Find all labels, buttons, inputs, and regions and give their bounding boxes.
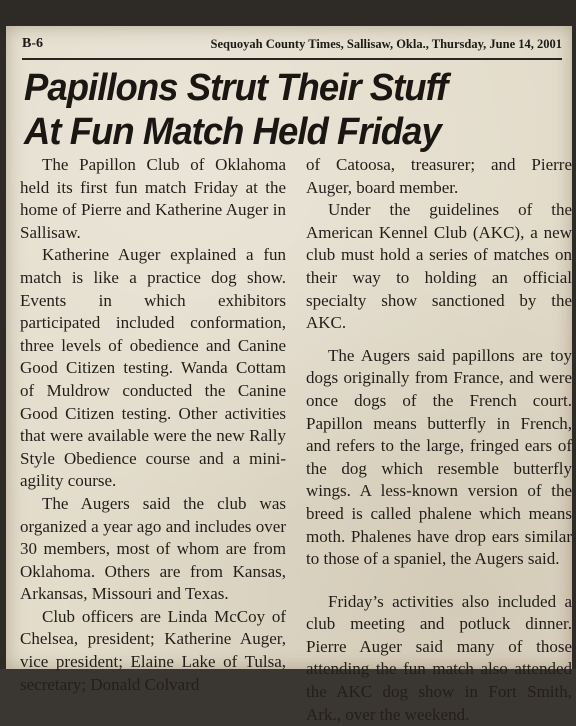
headline-line-2: At Fun Match Held Friday xyxy=(24,111,441,153)
paragraph: The Augers said papillons are toy dogs originally from France, and were once dogs of the French court. Papillon means butterfly in French, and refers to the large, fringed ears of the dog which resemble butterfly wings. A less-known version of the breed is called phalene which means moth. Phalenes have drop ears similar to those of a spaniel, the Augers said. xyxy=(306,345,572,569)
article-column-left xyxy=(20,154,286,696)
page-header xyxy=(22,36,562,60)
paragraph: Under the guidelines of the American Kennel Club (AKC), a new club must hold a series of matches on their way to holding an official specialty show sanctioned by the AKC. xyxy=(306,200,572,333)
paragraph: of Catoosa, treasurer; and Pierre Auger, board member. xyxy=(306,155,572,197)
paragraph: The Papillon Club of Oklahoma held its first fun match Friday at the home of Pierre and Katherine Auger in Sallisaw. xyxy=(20,155,286,242)
paragraph: Katherine Auger explained a fun match is like a practice dog show. Events in which exhibitors participated included conformation, three levels of obedience and Canine Good Citizen testing. Wanda Cottam of Muldrow conducted the Canine Good Citizen testing. Other activities that were available were the new Rally Style Obedience course and a mini-agility course. xyxy=(20,245,286,491)
newspaper-clipping xyxy=(6,26,572,724)
article-column-right xyxy=(306,154,572,726)
paragraph: The Augers said the club was organized a year ago and includes over 30 members, most of whom are from Oklahoma. Others are from Kansas, Arkansas, Missouri and Texas. xyxy=(20,493,286,604)
paragraph: Friday’s activities also included a club meeting and potluck dinner. Pierre Auger said many of those attending the fun match also attended the AKC dog show in Fort Smith, Ark., over the weekend. xyxy=(306,591,572,724)
headline xyxy=(24,66,542,154)
dateline: Sequoyah County Times, Sallisaw, Okla., Thursday, June 14, 2001 xyxy=(210,37,562,51)
page-number: B-6 xyxy=(22,36,43,51)
paragraph: Club officers are Linda McCoy of Chelsea, president; Katherine Auger, vice president; Elaine Lake of Tulsa, secretary; Donald Colvard xyxy=(20,606,286,694)
headline-line-1: Papillons Strut Their Stuff xyxy=(24,67,448,109)
